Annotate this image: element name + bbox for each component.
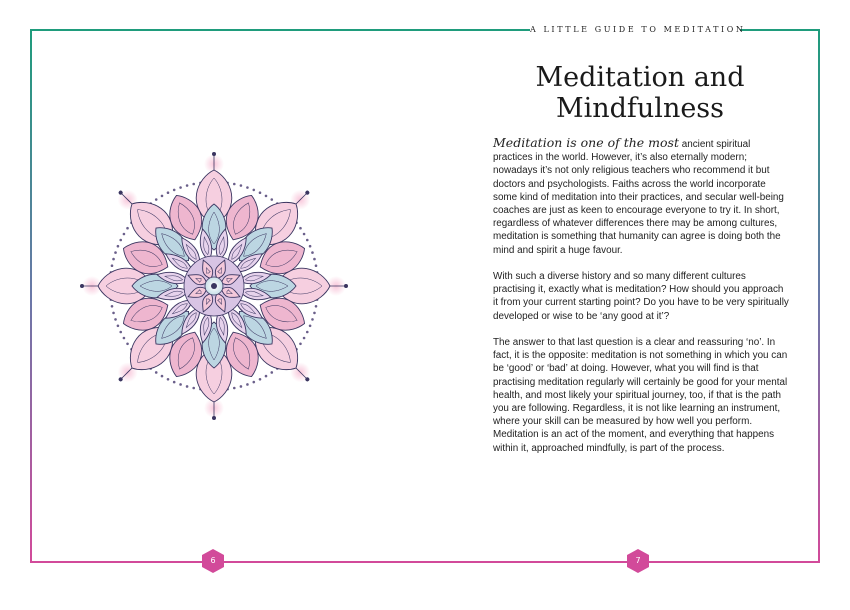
paragraph-1-text: ancient spiritual practices in the world. However, it’s also eternally modern; nowadays it’s not only religious teachers who recommend it but doctors and psychologists. Faiths across the world incorporate some kind of meditation into their practices, and secular well-being coaches are just as keen to encourage everyone to try it. In short, regardless of whatever differences there may be among cultures, meditation is something that humanity can agree is doing both the mind and spirit a huge favour. [493,139,784,256]
page-number-right [626,548,650,574]
paragraph-2: With such a diverse history and so many different cultures practising it, exactly what is meditation? How should you approach it from your current starting point? Do you have to be very spiritually developed or wise to be ‘any good at it’? [493,271,789,322]
page-number-left-label: 6 [210,556,216,565]
page-number-left [201,548,225,574]
running-header: A LITTLE GUIDE TO MEDITATION [530,22,740,38]
page-title: Meditation and Mindfulness [535,62,745,124]
lead-in: Meditation is one of the most [493,135,679,150]
body-text [493,136,790,468]
paragraph-3: The answer to that last question is a clear and reassuring ‘no’. In fact, it is the opposite: meditation is not something in which you can be ‘good’ or ‘bad’ at doing. However, what you will find is that practising meditation regularly will certainly be good for your mental health, and most likely your spiritual journey, too, if that is the path you are following. Regardless, it is not like learning an instrument, where your skill can be measured by how well you perform. Meditation is an act of the moment, and everything that happens within it, approached mindfully, is part of the process. [493,337,788,454]
page-number-right-label: 7 [635,556,641,565]
paragraph-1 [493,136,790,257]
mandala-illustration [78,150,350,422]
